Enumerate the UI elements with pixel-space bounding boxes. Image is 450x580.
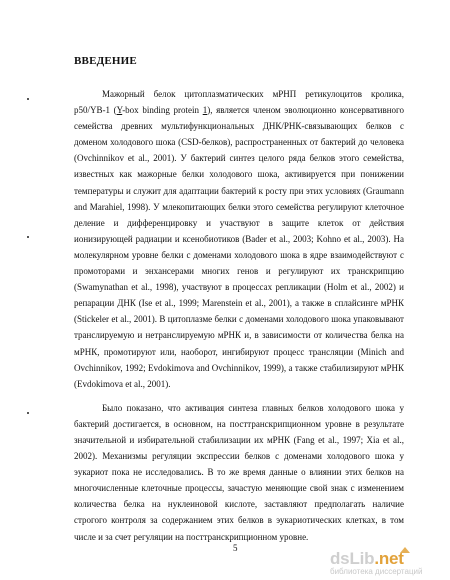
scan-speck xyxy=(27,236,29,238)
section-heading: ВВЕДЕНИЕ xyxy=(74,55,137,67)
logo-triangle-icon xyxy=(400,547,410,553)
paragraph-1-part-3: -box binding protein xyxy=(122,105,203,116)
paragraph-1-part-1: Мажорный белок цитоплазматических мРНП ретикулоцитов кролика, p50/YB-1 ( xyxy=(74,89,404,116)
scan-speck xyxy=(27,98,29,100)
paragraph-2: Было показано, что активация синтеза главных белков холодового шока у бактерий достигается, в основном, на посттранскрипционном уровне в результате значительной и избирательной стабилизации их мРНК (Fang et al., 1997; Xia et al., 2002). Механизмы регуляции экспрессии белков с доменами холодового шока у эукариот пока не исследовались. В то же время данные о влиянии этих белков на многочисленные клеточные процессы, зачастую меняющие свой знак с изменением количества белка на нуклеиновой кислоте, заставляют предполагать наличие строгого контроля за содержанием этих белков в эукариотических клетках, в том числе и за счет регуляции на посттранскрипционном уровне. xyxy=(74,402,404,542)
page-number: 5 xyxy=(233,543,238,553)
body-text xyxy=(74,86,404,545)
paragraph-1-part-5: ), является членом эволюционно консервативного семейства древних мультифункциональных ДНК/РНК-связывающих белков с доменом холодового шока (CSD-белков), распространенных от бактерий до человека (Ovchinnikov et al., 2001). У бактерий синтез целого ряда белков этого семейства, известных как мажорные белки холодового шока, активируется при понижении температуры и служит для адаптации бактерий к росту при этих условиях (Graumann and Marahiel, 1998). У млекопитающих белки этого семейства регулируют клеточное деление и дифференцировку и участвуют в защите клеток от действия ионизирующей радиации и ксенобиотиков (Bader et al., 2003; Kohno et al., 2003). На молекулярном уровне белки с доменами холодового шока в ядре взаимодействуют с промоторами и энхансерами многих генов и регулируют их транскрипцию (Swamynathan et al., 1998), участвуют в процессах репликации (Holm et al., 2002) и репарации ДНК (Ise et al., 1999; Marenstein et al., 2001), а также в сплайсинге мРНК (Stickeler et al., 2001). В цитоплазме белки с доменами холодового шока упаковывают транслируемую и нетранслируемую мРНК и, в зависимости от количества белка на мРНК, промотируют или, наоборот, ингибируют процесс трансляции (Minich and Ovchinnikov, 1992; Evdokimova and Ovchinnikov, 1999), а также стабилизируют мРНК (Evdokimova et al., 2001). xyxy=(74,105,404,389)
scan-speck xyxy=(27,412,29,414)
dslib-logo xyxy=(330,549,404,569)
paragraph-1-underlined-1: 1 xyxy=(202,105,208,116)
dslib-logo-tld: .net xyxy=(374,549,404,568)
dslib-logo-main: dsLib xyxy=(330,549,375,568)
dslib-watermark xyxy=(330,549,440,575)
dslib-caption: библиотека диссертаций xyxy=(330,567,423,576)
paragraph-1 xyxy=(74,86,404,392)
paragraph-1-underlined-y: Y xyxy=(116,105,123,116)
